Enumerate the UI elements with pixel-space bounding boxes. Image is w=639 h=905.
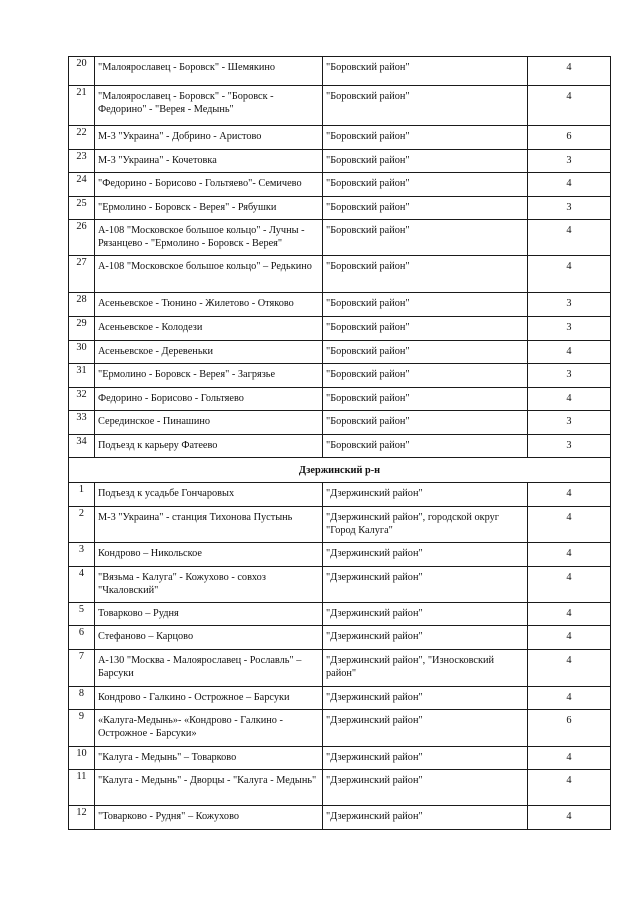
table-row xyxy=(69,507,611,543)
row-number: 25 xyxy=(69,197,95,220)
row-number: 3 xyxy=(69,543,95,567)
row-number: 21 xyxy=(69,86,95,126)
table-row xyxy=(69,197,611,220)
road-name: "Федорино - Борисово - Гольтяево"- Семичево xyxy=(95,173,323,197)
district-name: "Боровский район" xyxy=(323,197,528,220)
road-name: Кондрово - Галкино - Острожное – Барсуки xyxy=(95,687,323,710)
district-name: "Дзержинский район" xyxy=(323,567,528,603)
table-row xyxy=(69,687,611,710)
district-name: "Боровский район" xyxy=(323,435,528,458)
road-category: 4 xyxy=(528,806,611,830)
table-row xyxy=(69,341,611,364)
row-number: 29 xyxy=(69,317,95,341)
district-name: "Боровский район" xyxy=(323,57,528,86)
road-name: А-130 "Москва - Малоярославец - Рославль" – Барсуки xyxy=(95,650,323,687)
table-row xyxy=(69,806,611,830)
road-name: Асеньевское - Тюнино - Жилетово - Отяково xyxy=(95,293,323,317)
row-number: 32 xyxy=(69,388,95,411)
road-category: 4 xyxy=(528,86,611,126)
row-number: 8 xyxy=(69,687,95,710)
road-category: 4 xyxy=(528,341,611,364)
road-name: Кондрово – Никольское xyxy=(95,543,323,567)
road-category: 4 xyxy=(528,603,611,626)
table-row xyxy=(69,150,611,173)
row-number: 7 xyxy=(69,650,95,687)
table-row xyxy=(69,603,611,626)
row-number: 11 xyxy=(69,770,95,806)
road-category: 4 xyxy=(528,388,611,411)
district-name: "Боровский район" xyxy=(323,150,528,173)
district-name: "Боровский район" xyxy=(323,126,528,150)
section-title: Дзержинский р-н xyxy=(69,458,611,483)
road-category: 4 xyxy=(528,687,611,710)
road-category: 4 xyxy=(528,626,611,650)
road-category: 4 xyxy=(528,220,611,256)
road-category: 4 xyxy=(528,770,611,806)
district-name: "Дзержинский район" xyxy=(323,710,528,747)
district-name: "Дзержинский район" xyxy=(323,483,528,507)
district-name: "Боровский район" xyxy=(323,220,528,256)
row-number: 28 xyxy=(69,293,95,317)
row-number: 24 xyxy=(69,173,95,197)
row-number: 34 xyxy=(69,435,95,458)
road-name: М-3 "Украина" - станция Тихонова Пустынь xyxy=(95,507,323,543)
district-name: "Дзержинский район" xyxy=(323,747,528,770)
road-name: М-3 "Украина" - Добрино - Аристово xyxy=(95,126,323,150)
road-category: 6 xyxy=(528,126,611,150)
road-name: "Вязьма - Калуга" - Кожухово - совхоз "Чкаловский" xyxy=(95,567,323,603)
table-row xyxy=(69,411,611,435)
road-name: А-108 "Московское большое кольцо" - Лучны - Рязанцево - "Ермолино - Боровск - Верея" xyxy=(95,220,323,256)
table-row xyxy=(69,173,611,197)
district-name: "Дзержинский район", городской округ "Город Калуга" xyxy=(323,507,528,543)
district-name: "Дзержинский район" xyxy=(323,806,528,830)
row-number: 2 xyxy=(69,507,95,543)
table-row xyxy=(69,747,611,770)
road-category: 3 xyxy=(528,435,611,458)
road-name: Асеньевское - Колодези xyxy=(95,317,323,341)
district-name: "Боровский район" xyxy=(323,317,528,341)
road-name: Серединское - Пинашино xyxy=(95,411,323,435)
row-number: 27 xyxy=(69,256,95,293)
road-category: 3 xyxy=(528,317,611,341)
row-number: 6 xyxy=(69,626,95,650)
section-header-row xyxy=(69,458,611,483)
district-name: "Боровский район" xyxy=(323,86,528,126)
road-name: Асеньевское - Деревеньки xyxy=(95,341,323,364)
road-name: Товарково – Рудня xyxy=(95,603,323,626)
district-name: "Дзержинский район", "Износковский район" xyxy=(323,650,528,687)
row-number: 9 xyxy=(69,710,95,747)
table-row xyxy=(69,650,611,687)
road-category: 4 xyxy=(528,747,611,770)
table-row xyxy=(69,626,611,650)
district-name: "Дзержинский район" xyxy=(323,626,528,650)
road-category: 4 xyxy=(528,173,611,197)
table-row xyxy=(69,57,611,86)
road-name: М-3 "Украина" - Кочетовка xyxy=(95,150,323,173)
table-row xyxy=(69,220,611,256)
table-row xyxy=(69,256,611,293)
table-row xyxy=(69,86,611,126)
table-row xyxy=(69,770,611,806)
row-number: 4 xyxy=(69,567,95,603)
road-category: 3 xyxy=(528,197,611,220)
road-name: "Ермолино - Боровск - Верея" - Загрязье xyxy=(95,364,323,388)
table-row xyxy=(69,567,611,603)
table-row xyxy=(69,317,611,341)
table-row xyxy=(69,483,611,507)
road-name: Подъезд к карьеру Фатеево xyxy=(95,435,323,458)
road-name: Федорино - Борисово - Гольтяево xyxy=(95,388,323,411)
table-row xyxy=(69,126,611,150)
row-number: 26 xyxy=(69,220,95,256)
row-number: 10 xyxy=(69,747,95,770)
row-number: 33 xyxy=(69,411,95,435)
road-name: "Ермолино - Боровск - Верея" - Рябушки xyxy=(95,197,323,220)
road-category: 4 xyxy=(528,507,611,543)
row-number: 22 xyxy=(69,126,95,150)
road-category: 3 xyxy=(528,150,611,173)
district-name: "Боровский район" xyxy=(323,364,528,388)
road-name: А-108 "Московское большое кольцо" – Редькино xyxy=(95,256,323,293)
road-name: "Товарково - Рудня" – Кожухово xyxy=(95,806,323,830)
road-name: "Калуга - Медынь" – Товарково xyxy=(95,747,323,770)
road-name: Стефаново – Карцово xyxy=(95,626,323,650)
district-name: "Боровский район" xyxy=(323,173,528,197)
road-category: 6 xyxy=(528,710,611,747)
table-row xyxy=(69,543,611,567)
table-row xyxy=(69,710,611,747)
row-number: 23 xyxy=(69,150,95,173)
table-row xyxy=(69,293,611,317)
row-number: 5 xyxy=(69,603,95,626)
district-name: "Дзержинский район" xyxy=(323,603,528,626)
district-name: "Боровский район" xyxy=(323,293,528,317)
road-name: "Малоярославец - Боровск" - "Боровск - Федорино" - "Верея - Медынь" xyxy=(95,86,323,126)
road-category: 3 xyxy=(528,293,611,317)
table-row xyxy=(69,364,611,388)
table-row xyxy=(69,435,611,458)
road-category: 4 xyxy=(528,650,611,687)
road-category: 4 xyxy=(528,256,611,293)
road-name: "Малоярославец - Боровск" - Шемякино xyxy=(95,57,323,86)
district-name: "Дзержинский район" xyxy=(323,687,528,710)
row-number: 31 xyxy=(69,364,95,388)
row-number: 30 xyxy=(69,341,95,364)
row-number: 20 xyxy=(69,57,95,86)
road-name: Подъезд к усадьбе Гончаровых xyxy=(95,483,323,507)
road-category: 4 xyxy=(528,483,611,507)
road-category: 4 xyxy=(528,57,611,86)
district-name: "Дзержинский район" xyxy=(323,770,528,806)
district-name: "Боровский район" xyxy=(323,388,528,411)
district-name: "Дзержинский район" xyxy=(323,543,528,567)
road-category: 3 xyxy=(528,364,611,388)
district-name: "Боровский район" xyxy=(323,256,528,293)
district-name: "Боровский район" xyxy=(323,411,528,435)
district-name: "Боровский район" xyxy=(323,341,528,364)
roads-table xyxy=(68,56,611,830)
road-name: "Калуга - Медынь" - Дворцы - "Калуга - Медынь" xyxy=(95,770,323,806)
row-number: 12 xyxy=(69,806,95,830)
road-name: «Калуга-Медынь»- «Кондрово - Галкино - Острожное - Барсуки» xyxy=(95,710,323,747)
table-row xyxy=(69,388,611,411)
road-category: 3 xyxy=(528,411,611,435)
road-category: 4 xyxy=(528,567,611,603)
road-category: 4 xyxy=(528,543,611,567)
row-number: 1 xyxy=(69,483,95,507)
